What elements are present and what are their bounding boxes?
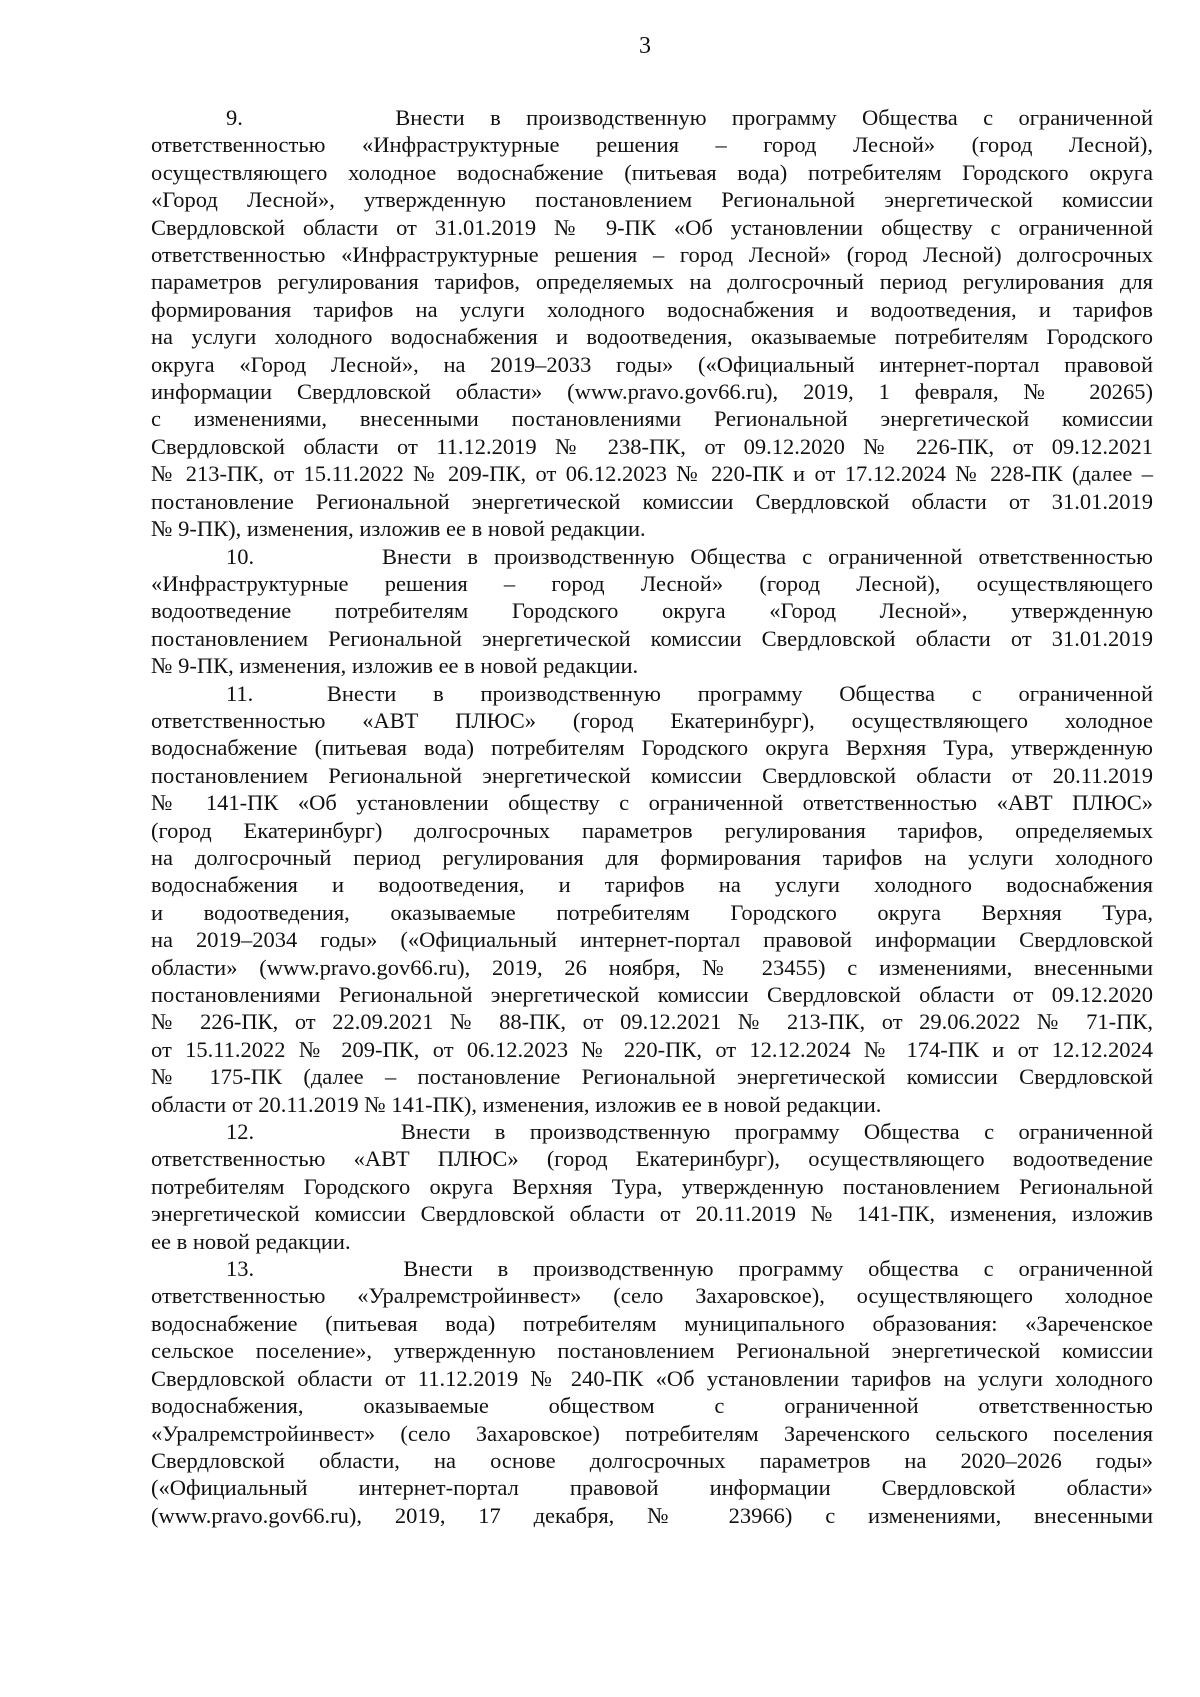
text-line: (www.pravo.gov66.ru), 2019, 17 декабря, № 23966) с изменениями, внесенными [151,1502,1153,1528]
text-line: (город Екатеринбург) долгосрочных параметров регулирования тарифов, определяемых [151,817,1153,843]
text-line: водоотведение потребителям Городского округа «Город Лесной», утвержденную [151,598,1153,624]
text-line: № 213-ПК, от 15.11.2022 № 209-ПК, от 06.12.2023 № 220-ПК и от 17.12.2024 № 228-ПК (далее – [151,461,1153,487]
text-line: области» (www.pravo.gov66.ru), 2019, 26 ноября, № 23455) с изменениями, внесенными [151,954,1153,980]
text-line: параметров регулирования тарифов, определяемых на долгосрочный период регулирования для [151,269,1153,295]
text-line: ответственностью «Инфраструктурные решения – город Лесной» (город Лесной) долгосрочных [151,242,1153,268]
text-line: № 9-ПК, изменения, изложив ее в новой редакции. [151,653,639,679]
text-line: 9. Внести в производственную программу Общества с ограниченной [226,105,1153,130]
text-line: № 9-ПК), изменения, изложив ее в новой редакции. [151,516,646,542]
text-line: Свердловской области от 11.12.2019 № 240-ПК «Об установлении тарифов на услуги холодного [151,1365,1153,1391]
text-line: Свердловской области от 31.01.2019 № 9-ПК «Об установлении обществу с ограниченной [151,214,1153,240]
text-line: ответственностью «Уралремстройинвест» (село Захаровское), осуществляющего холодное [151,1283,1153,1309]
text-line: на 2019–2034 годы» («Официальный интернет-портал правовой информации Свердловской [151,927,1153,953]
text-line: № 175-ПК (далее – постановление Региональной энергетической комиссии Свердловской [151,1064,1153,1090]
text-line: водоснабжения, оказываемые обществом с ограниченной ответственностью [151,1393,1153,1419]
text-line: сельское поселение», утвержденную постановлением Региональной энергетической комиссии [151,1338,1153,1364]
paragraph-9 [151,104,1153,543]
text-line: 11. Внести в производственную программу Общества с ограниченной [226,680,1153,706]
text-line: водоснабжения и водоотведения, и тарифов на услуги холодного водоснабжения [151,872,1153,898]
text-line: от 15.11.2022 № 209-ПК, от 06.12.2023 № 220-ПК, от 12.12.2024 № 174-ПК и от 12.12.2024 [151,1036,1153,1062]
text-line: 10. Внести в производственную Общества с ограниченной ответственностью [226,543,1153,569]
text-line: на долгосрочный период регулирования для формирования тарифов на услуги холодного [151,844,1153,870]
text-line: формирования тарифов на услуги холодного водоснабжения и водоотведения, и тарифов [151,296,1153,322]
text-line: округа «Город Лесной», на 2019–2033 годы» («Официальный интернет-портал правовой [151,351,1153,377]
text-line: № 141-ПК «Об установлении обществу с ограниченной ответственностью «АВТ ПЛЮС» [151,790,1153,816]
text-line: Свердловской области от 11.12.2019 № 238-ПК, от 09.12.2020 № 226-ПК, от 09.12.2021 [151,433,1153,459]
text-line: «Уралремстройинвест» (село Захаровское) потребителям Зареченского сельского поселения [151,1420,1153,1446]
text-line: постановление Региональной энергетической комиссии Свердловской области от 31.01.2019 [151,488,1153,514]
page-number: 3 [639,33,651,59]
text-line: ответственностью «Инфраструктурные решения – город Лесной» (город Лесной), [151,132,1153,158]
document-body [151,104,1153,1529]
text-line: ее в новой редакции. [151,1228,351,1254]
text-line: 12. Внести в производственную программу Общества с ограниченной [226,1119,1153,1145]
text-line: ответственностью «АВТ ПЛЮС» (город Екатеринбург), осуществляющего холодное [151,707,1153,733]
text-line: и водоотведения, оказываемые потребителям Городского округа Верхняя Тура, [151,899,1153,925]
paragraph-10 [151,543,1153,680]
text-line: постановлением Региональной энергетической комиссии Свердловской области от 20.11.2019 [151,762,1153,788]
text-line: постановлениями Региональной энергетической комиссии Свердловской области от 09.12.2020 [151,982,1153,1007]
text-line: № 226-ПК, от 22.09.2021 № 88-ПК, от 09.12.2021 № 213-ПК, от 29.06.2022 № 71-ПК, [151,1009,1153,1035]
text-line: «Инфраструктурные решения – город Лесной» (город Лесной), осуществляющего [151,570,1153,596]
text-line: («Официальный интернет-портал правовой информации Свердловской области» [151,1475,1153,1501]
text-line: информации Свердловской области» (www.pravo.gov66.ru), 2019, 1 февраля, № 20265) [151,379,1153,405]
paragraph-13 [151,1255,1153,1529]
text-line: на услуги холодного водоснабжения и водоотведения, оказываемые потребителям Городского [151,324,1153,350]
text-line: области от 20.11.2019 № 141-ПК), изменения, изложив ее в новой редакции. [151,1091,882,1117]
text-line: потребителям Городского округа Верхняя Тура, утвержденную постановлением Региональной [151,1173,1153,1199]
text-line: энергетической комиссии Свердловской области от 20.11.2019 № 141-ПК, изменения, изложив [151,1201,1153,1227]
text-line: водоснабжение (питьевая вода) потребителям Городского округа Верхняя Тура, утвержденную [151,735,1153,761]
text-line: водоснабжение (питьевая вода) потребителям муниципального образования: «Зареченское [151,1310,1153,1336]
text-line: ответственностью «АВТ ПЛЮС» (город Екатеринбург), осуществляющего водоотведение [151,1146,1153,1172]
paragraph-12 [151,1118,1153,1255]
text-line: Свердловской области, на основе долгосрочных параметров на 2020–2026 годы» [151,1447,1153,1473]
text-line: осуществляющего холодное водоснабжение (питьевая вода) потребителям Городского округа [151,159,1153,185]
text-line: «Город Лесной», утвержденную постановлением Региональной энергетической комиссии [151,187,1153,213]
paragraph-11 [151,680,1153,1119]
text-line: 13. Внести в производственную программу общества с ограниченной [226,1256,1153,1282]
text-line: постановлением Региональной энергетической комиссии Свердловской области от 31.01.2019 [151,625,1153,651]
text-line: с изменениями, внесенными постановлениями Региональной энергетической комиссии [151,406,1153,432]
